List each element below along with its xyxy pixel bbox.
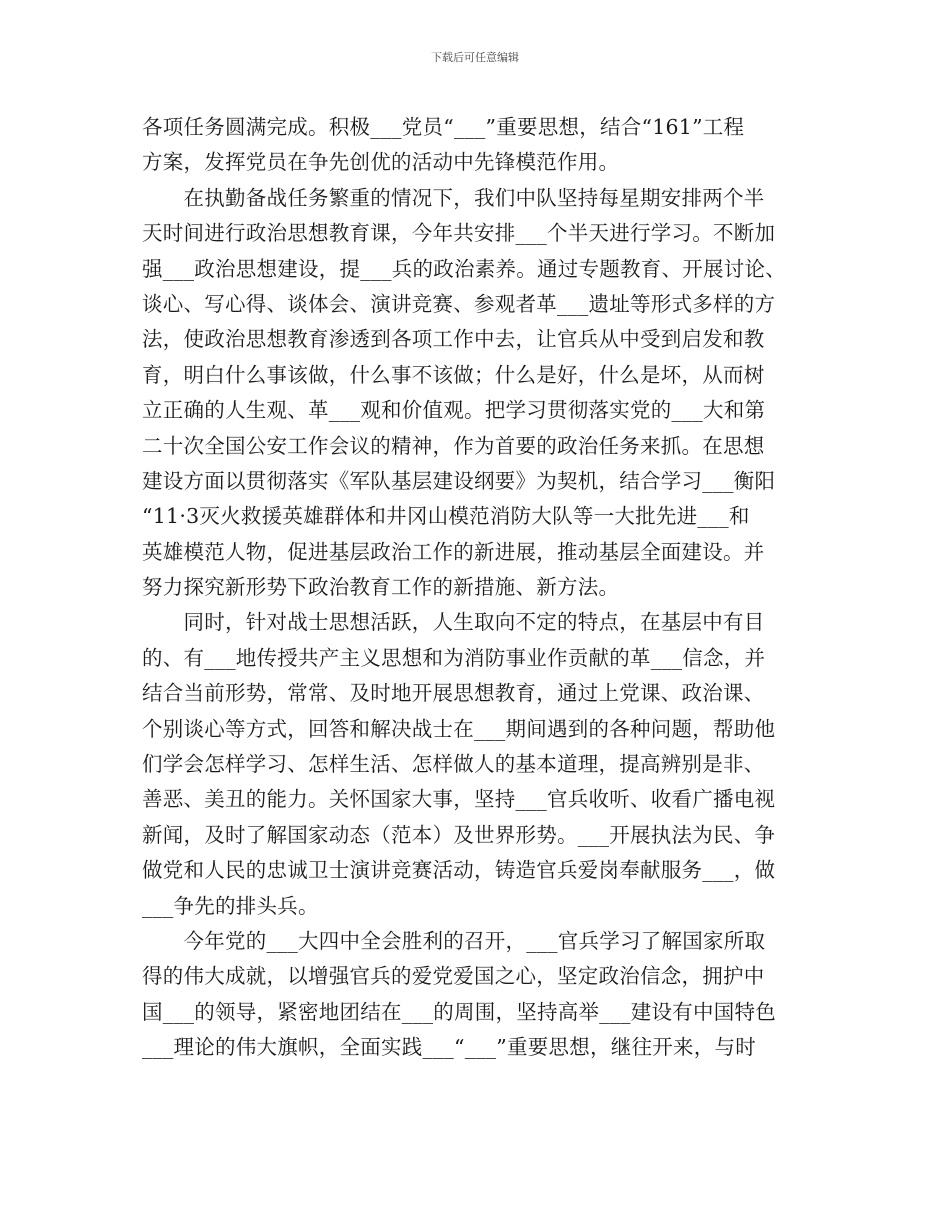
text-line: 育，明白什么事该做，什么事不该做；什么是好，什么是坏，从而树	[142, 362, 765, 387]
text-line: 谈心、写心得、谈体会、演讲竞赛、参观者革___遗址等形式多样的方	[142, 291, 776, 316]
text-line: 新闻，及时了解国家动态（范本）及世界形势。___开展执法为民、争	[142, 822, 776, 847]
text-line: 立正确的人生观、革___观和价值观。把学习贯彻落实党的___大和第	[142, 398, 766, 423]
text-line: 的、有___地传授共产主义思想和为消防事业作贡献的革___信念，并	[142, 645, 766, 670]
text-line: 们学会怎样学习、怎样生活、怎样做人的基本道理，提高辨别是非、	[142, 752, 765, 777]
text-line: 做党和人民的忠诚卫士演讲竞赛活动，铸造官兵爱岗奉献服务___，做	[142, 858, 776, 883]
text-line: 努力探究新形势下政治教育工作的新措施、新方法。	[142, 575, 620, 600]
page-header: 下载后可任意编辑	[431, 51, 519, 64]
text-line: 天时间进行政治思想教育课，今年共安排___个半天进行学习。不断加	[142, 221, 776, 246]
text-line: 国___的领导，紧密地团结在___的周围，坚持高举___建设有中国特色	[142, 999, 776, 1024]
text-line: 方案，发挥党员在争先创优的活动中先锋模范作用。	[142, 150, 620, 175]
text-line: 结合当前形势，常常、及时地开展思想教育，通过上党课、政治课、	[142, 681, 765, 706]
text-line: ___理论的伟大旗帜，全面实践___“___”重要思想，继往开来，与时	[142, 1035, 756, 1060]
text-line: 在执勤备战任务繁重的情况下，我们中队坚持每星期安排两个半	[142, 185, 765, 210]
text-line: 强___政治思想建设，提___兵的政治素养。通过专题教育、开展讨论、	[142, 256, 786, 281]
document-body	[142, 110, 812, 1066]
text-line: 英雄模范人物，促进基层政治工作的新进展，推动基层全面建设。并	[142, 539, 765, 564]
text-line: 各项任务圆满完成。积极___党员“___”重要思想，结合“161”工程	[142, 115, 745, 139]
text-line: 法，使政治思想教育渗透到各项工作中去，让官兵从中受到启发和教	[142, 327, 765, 352]
text-line: 建设方面以贯彻落实《军队基层建设纲要》为契机，结合学习___衡阳	[142, 468, 776, 493]
text-line: 今年党的___大四中全会胜利的召开，___官兵学习了解国家所取	[142, 928, 766, 953]
text-line: 二十次全国公安工作会议的精神，作为首要的政治任务来抓。在思想	[142, 433, 765, 458]
text-line: 善恶、美丑的能力。关怀国家大事，坚持___官兵收听、收看广播电视	[142, 787, 776, 812]
text-line: ___争先的排头兵。	[142, 893, 319, 918]
text-line: 个别谈心等方式，回答和解决战士在___期间遇到的各种问题，帮助他	[142, 716, 776, 741]
text-line: 得的伟大成就，以增强官兵的爱党爱国之心，坚定政治信念，拥护中	[142, 964, 765, 989]
text-line: 同时，针对战士思想活跃，人生取向不定的特点，在基层中有目	[142, 610, 765, 635]
text-line: “11·3灭火救援英雄群体和井冈山模范消防大队等一大批先进___和	[142, 504, 750, 529]
